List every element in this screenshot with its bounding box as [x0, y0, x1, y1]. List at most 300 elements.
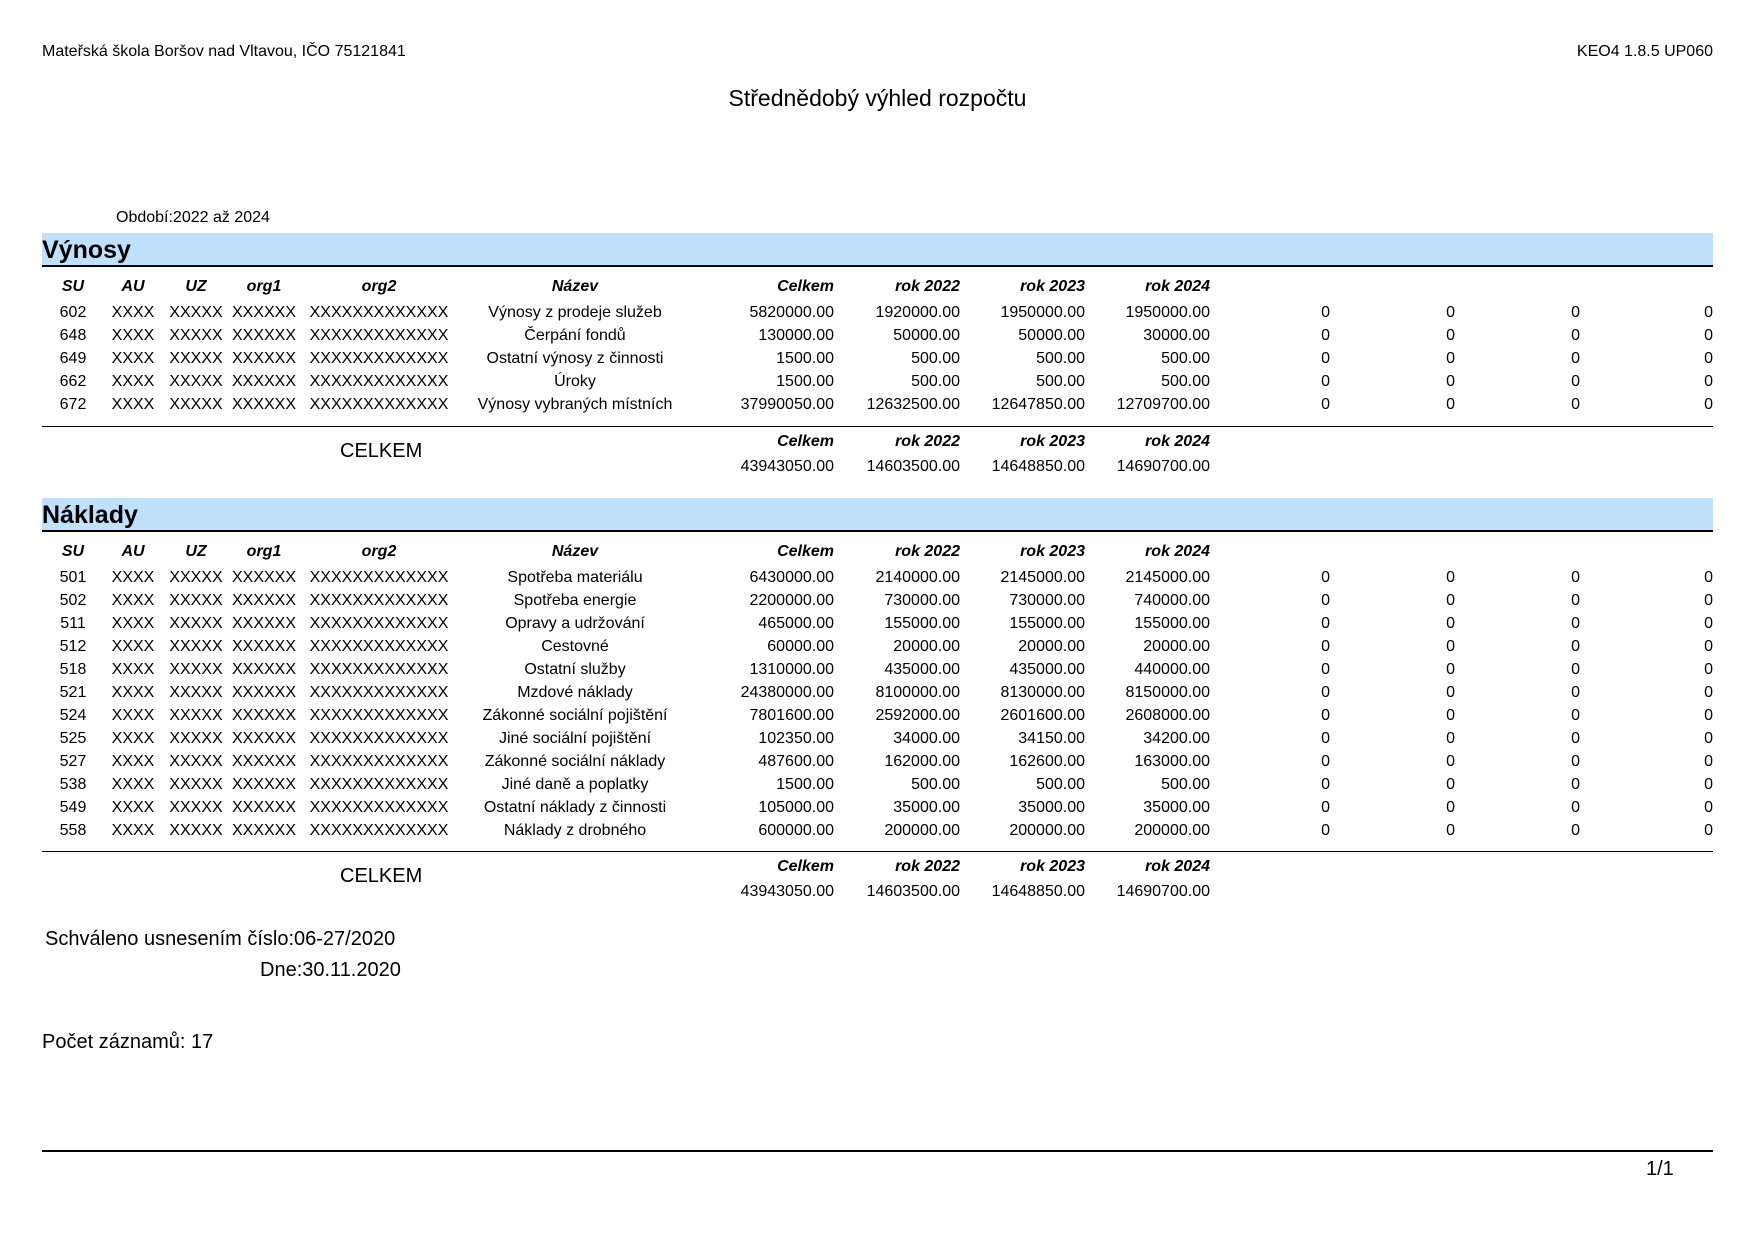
cell-celkem: 1500.00 [776, 373, 834, 390]
cell-rok-2023: 435000.00 [1009, 661, 1085, 678]
cell-rok-2024: 163000.00 [1134, 753, 1210, 770]
cell-rok-2022: 200000.00 [884, 822, 960, 839]
table-row [42, 796, 1713, 819]
cell-extra-1: 0 [1321, 396, 1330, 413]
cell-extra-2: 0 [1446, 327, 1455, 344]
cell-rok-2022: 34000.00 [893, 730, 960, 747]
cell-uz: XXXXX [169, 776, 223, 793]
cell-nazev: Ostatní náklady z činnosti [483, 799, 667, 816]
cell-extra-2: 0 [1446, 615, 1455, 632]
column-header-au: AU [121, 278, 145, 295]
cell-au: XXXX [111, 730, 155, 747]
cell-su: 502 [59, 592, 87, 609]
cell-au: XXXX [111, 684, 155, 701]
table-row [42, 658, 1713, 681]
cell-rok-2022: 730000.00 [884, 592, 960, 609]
cell-extra-3: 0 [1571, 396, 1580, 413]
cell-extra-4: 0 [1704, 373, 1713, 390]
cell-extra-3: 0 [1571, 569, 1580, 586]
cell-celkem: 1310000.00 [749, 661, 834, 678]
cell-extra-3: 0 [1571, 373, 1580, 390]
cell-rok-2023: 20000.00 [1018, 638, 1085, 655]
cell-celkem: 487600.00 [758, 753, 834, 770]
cell-org2: XXXXXXXXXXXXX [309, 684, 449, 701]
cell-rok-2023: 162600.00 [1009, 753, 1085, 770]
cell-rok-2022: 12632500.00 [866, 396, 960, 413]
cell-extra-4: 0 [1704, 684, 1713, 701]
cell-rok-2022: 162000.00 [884, 753, 960, 770]
total-header-celkem: Celkem [777, 858, 834, 875]
cell-extra-4: 0 [1704, 822, 1713, 839]
column-header-celkem: Celkem [777, 278, 834, 295]
cell-extra-3: 0 [1571, 304, 1580, 321]
cell-rok-2022: 500.00 [911, 776, 960, 793]
cell-celkem: 24380000.00 [740, 684, 834, 701]
approval-date: Dne:30.11.2020 [260, 959, 401, 981]
table-row [42, 750, 1713, 773]
total-header-celkem: Celkem [777, 433, 834, 450]
cell-rok-2023: 35000.00 [1018, 799, 1085, 816]
cell-org2: XXXXXXXXXXXXX [309, 569, 449, 586]
table-header-row [42, 273, 1713, 301]
cell-extra-1: 0 [1321, 615, 1330, 632]
cell-au: XXXX [111, 350, 155, 367]
cell-extra-4: 0 [1704, 569, 1713, 586]
table-row [42, 301, 1713, 324]
cell-extra-4: 0 [1704, 776, 1713, 793]
cell-extra-4: 0 [1704, 350, 1713, 367]
table-row [42, 704, 1713, 727]
column-header-rok-2024: rok 2024 [1145, 543, 1210, 560]
cell-org1: XXXXXX [231, 730, 297, 747]
cell-org2: XXXXXXXXXXXXX [309, 661, 449, 678]
total-header-rok-2023: rok 2023 [1020, 433, 1085, 450]
cell-nazev: Úroky [554, 373, 596, 390]
cell-rok-2024: 440000.00 [1134, 661, 1210, 678]
cell-celkem: 102350.00 [758, 730, 834, 747]
cell-org1: XXXXXX [231, 822, 297, 839]
cell-celkem: 6430000.00 [749, 569, 834, 586]
cell-extra-4: 0 [1704, 638, 1713, 655]
cell-rok-2023: 500.00 [1036, 776, 1085, 793]
cell-org1: XXXXXX [231, 799, 297, 816]
cell-au: XXXX [111, 707, 155, 724]
cell-au: XXXX [111, 776, 155, 793]
cell-org1: XXXXXX [231, 707, 297, 724]
cell-nazev: Spotřeba energie [513, 592, 637, 609]
cell-extra-1: 0 [1321, 350, 1330, 367]
cell-au: XXXX [111, 304, 155, 321]
cell-uz: XXXXX [169, 396, 223, 413]
table-row [42, 727, 1713, 750]
cell-extra-1: 0 [1321, 638, 1330, 655]
cell-au: XXXX [111, 822, 155, 839]
table-row [42, 612, 1713, 635]
cell-rok-2022: 50000.00 [893, 327, 960, 344]
cell-au: XXXX [111, 592, 155, 609]
table-row [42, 347, 1713, 370]
cell-org2: XXXXXXXXXXXXX [309, 707, 449, 724]
cell-rok-2023: 34150.00 [1018, 730, 1085, 747]
cell-su: 538 [59, 776, 87, 793]
cell-extra-1: 0 [1321, 373, 1330, 390]
cell-rok-2022: 500.00 [911, 373, 960, 390]
cell-nazev: Jiné sociální pojištění [498, 730, 652, 747]
cell-extra-2: 0 [1446, 707, 1455, 724]
cell-su: 518 [59, 661, 87, 678]
cell-rok-2022: 2140000.00 [875, 569, 960, 586]
cell-rok-2023: 500.00 [1036, 350, 1085, 367]
cell-extra-3: 0 [1571, 684, 1580, 701]
cell-rok-2022: 35000.00 [893, 799, 960, 816]
cell-org2: XXXXXXXXXXXXX [309, 373, 449, 390]
cell-su: 511 [60, 615, 86, 632]
cell-su: 549 [59, 799, 87, 816]
cell-org2: XXXXXXXXXXXXX [309, 753, 449, 770]
cell-org1: XXXXXX [231, 304, 297, 321]
cell-celkem: 7801600.00 [749, 707, 834, 724]
total-value-rok-2022: 14603500.00 [866, 458, 960, 475]
cell-org1: XXXXXX [231, 661, 297, 678]
cell-uz: XXXXX [169, 350, 223, 367]
column-header-rok-2024: rok 2024 [1145, 278, 1210, 295]
cell-rok-2022: 155000.00 [884, 615, 960, 632]
cell-extra-1: 0 [1321, 661, 1330, 678]
cell-celkem: 105000.00 [758, 799, 834, 816]
cell-uz: XXXXX [169, 822, 223, 839]
cell-uz: XXXXX [169, 753, 223, 770]
cell-celkem: 130000.00 [758, 327, 834, 344]
cell-extra-2: 0 [1446, 350, 1455, 367]
cell-org2: XXXXXXXXXXXXX [309, 638, 449, 655]
section-header-revenues: Výnosy [42, 233, 1713, 267]
cell-uz: XXXXX [169, 684, 223, 701]
cell-nazev: Jiné daně a poplatky [501, 776, 649, 793]
cell-su: 602 [59, 304, 87, 321]
cell-celkem: 1500.00 [776, 776, 834, 793]
total-header-rok-2024: rok 2024 [1145, 858, 1210, 875]
cell-org1: XXXXXX [231, 569, 297, 586]
cell-uz: XXXXX [169, 615, 223, 632]
column-header-nazev: Název [551, 543, 599, 560]
cell-rok-2024: 1950000.00 [1125, 304, 1210, 321]
cell-nazev: Čerpání fondů [524, 327, 626, 344]
cell-su: 527 [59, 753, 87, 770]
cell-au: XXXX [111, 638, 155, 655]
cell-org1: XXXXXX [231, 350, 297, 367]
cell-celkem: 465000.00 [758, 615, 834, 632]
software-version: KEO4 1.8.5 UP060 [1576, 43, 1713, 60]
cell-rok-2023: 1950000.00 [1000, 304, 1085, 321]
cell-rok-2022: 1920000.00 [875, 304, 960, 321]
cell-org1: XXXXXX [231, 638, 297, 655]
cell-extra-1: 0 [1321, 753, 1330, 770]
cell-extra-1: 0 [1321, 327, 1330, 344]
cell-org2: XXXXXXXXXXXXX [309, 350, 449, 367]
cell-su: 525 [59, 730, 87, 747]
costs-total-divider [42, 851, 1713, 852]
cell-extra-2: 0 [1446, 569, 1455, 586]
table-row [42, 393, 1713, 416]
revenues-total-divider [42, 426, 1713, 427]
cell-rok-2022: 2592000.00 [875, 707, 960, 724]
cell-extra-3: 0 [1571, 822, 1580, 839]
table-row [42, 566, 1713, 589]
cell-rok-2023: 200000.00 [1009, 822, 1085, 839]
cell-au: XXXX [111, 753, 155, 770]
table-row [42, 324, 1713, 347]
cell-org2: XXXXXXXXXXXXX [309, 327, 449, 344]
cell-extra-3: 0 [1571, 707, 1580, 724]
cell-org1: XXXXXX [231, 753, 297, 770]
cell-extra-4: 0 [1704, 615, 1713, 632]
cell-uz: XXXXX [169, 592, 223, 609]
cell-su: 521 [59, 684, 87, 701]
cell-rok-2022: 20000.00 [893, 638, 960, 655]
cell-nazev: Ostatní výnosy z činnosti [486, 350, 664, 367]
cell-extra-2: 0 [1446, 684, 1455, 701]
column-header-rok-2022: rok 2022 [895, 278, 960, 295]
cell-org2: XXXXXXXXXXXXX [309, 304, 449, 321]
cell-extra-2: 0 [1446, 730, 1455, 747]
cell-extra-2: 0 [1446, 373, 1455, 390]
cell-celkem: 37990050.00 [740, 396, 834, 413]
cell-extra-1: 0 [1321, 799, 1330, 816]
cell-org1: XXXXXX [231, 684, 297, 701]
total-value-rok-2024: 14690700.00 [1116, 458, 1210, 475]
cell-celkem: 60000.00 [767, 638, 834, 655]
cell-su: 501 [59, 569, 87, 586]
costs-total-label: CELKEM [340, 865, 423, 887]
organization-name: Mateřská škola Boršov nad Vltavou, IČO 75121841 [42, 43, 406, 60]
approval-resolution: Schváleno usnesením číslo:06-27/2020 [45, 928, 396, 950]
cell-rok-2024: 500.00 [1161, 350, 1210, 367]
cell-rok-2023: 2601600.00 [1000, 707, 1085, 724]
column-header-celkem: Celkem [777, 543, 834, 560]
costs-table [42, 538, 1713, 842]
table-row [42, 773, 1713, 796]
cell-celkem: 600000.00 [758, 822, 834, 839]
column-header-su: SU [61, 278, 85, 295]
cell-org1: XXXXXX [231, 396, 297, 413]
cell-org2: XXXXXXXXXXXXX [309, 592, 449, 609]
cell-nazev: Náklady z drobného [503, 822, 647, 839]
cell-extra-3: 0 [1571, 327, 1580, 344]
column-header-su: SU [61, 543, 85, 560]
cell-extra-4: 0 [1704, 396, 1713, 413]
cell-uz: XXXXX [169, 304, 223, 321]
column-header-org1: org1 [246, 278, 282, 295]
total-header-rok-2024: rok 2024 [1145, 433, 1210, 450]
cell-extra-4: 0 [1704, 661, 1713, 678]
cell-uz: XXXXX [169, 661, 223, 678]
cell-rok-2024: 8150000.00 [1125, 684, 1210, 701]
column-header-org2: org2 [361, 543, 397, 560]
report-title: Střednědobý výhled rozpočtu [728, 85, 1027, 111]
cell-rok-2024: 35000.00 [1143, 799, 1210, 816]
cell-nazev: Zákonné sociální náklady [484, 753, 666, 770]
cell-celkem: 1500.00 [776, 350, 834, 367]
cell-extra-4: 0 [1704, 753, 1713, 770]
table-row [42, 681, 1713, 704]
cell-extra-3: 0 [1571, 661, 1580, 678]
cell-celkem: 2200000.00 [749, 592, 834, 609]
cell-rok-2023: 8130000.00 [1000, 684, 1085, 701]
cell-rok-2024: 30000.00 [1143, 327, 1210, 344]
report-period: Období:2022 až 2024 [116, 209, 270, 226]
total-value-celkem: 43943050.00 [740, 883, 834, 900]
cell-rok-2024: 12709700.00 [1116, 396, 1210, 413]
cell-extra-1: 0 [1321, 776, 1330, 793]
column-header-org1: org1 [246, 543, 282, 560]
column-header-rok-2023: rok 2023 [1020, 278, 1085, 295]
cell-su: 672 [59, 396, 87, 413]
cell-au: XXXX [111, 569, 155, 586]
table-row [42, 819, 1713, 842]
revenues-table [42, 273, 1713, 416]
cell-extra-2: 0 [1446, 799, 1455, 816]
cell-uz: XXXXX [169, 373, 223, 390]
record-count: Počet záznamů: 17 [42, 1031, 214, 1053]
cell-nazev: Cestovné [541, 638, 609, 655]
cell-org2: XXXXXXXXXXXXX [309, 615, 449, 632]
cell-extra-3: 0 [1571, 799, 1580, 816]
cell-extra-4: 0 [1704, 592, 1713, 609]
cell-extra-2: 0 [1446, 638, 1455, 655]
cell-su: 649 [59, 350, 87, 367]
cell-su: 512 [59, 638, 87, 655]
page-number: 1/1 [1646, 1158, 1674, 1180]
cell-extra-4: 0 [1704, 799, 1713, 816]
cell-extra-1: 0 [1321, 592, 1330, 609]
cell-extra-2: 0 [1446, 661, 1455, 678]
footer-divider [42, 1150, 1713, 1152]
cell-su: 524 [59, 707, 87, 724]
column-header-org2: org2 [361, 278, 397, 295]
column-header-nazev: Název [551, 278, 599, 295]
cell-org2: XXXXXXXXXXXXX [309, 799, 449, 816]
cell-rok-2023: 730000.00 [1009, 592, 1085, 609]
cell-uz: XXXXX [169, 327, 223, 344]
cell-au: XXXX [111, 615, 155, 632]
cell-extra-4: 0 [1704, 707, 1713, 724]
cell-au: XXXX [111, 396, 155, 413]
cell-rok-2024: 34200.00 [1143, 730, 1210, 747]
cell-extra-1: 0 [1321, 569, 1330, 586]
cell-rok-2024: 20000.00 [1143, 638, 1210, 655]
cell-extra-1: 0 [1321, 730, 1330, 747]
total-header-rok-2022: rok 2022 [895, 433, 960, 450]
cell-extra-2: 0 [1446, 304, 1455, 321]
cell-rok-2022: 8100000.00 [875, 684, 960, 701]
total-value-rok-2023: 14648850.00 [991, 883, 1085, 900]
cell-nazev: Spotřeba materiálu [507, 569, 643, 586]
column-header-uz: UZ [185, 278, 207, 295]
cell-au: XXXX [111, 799, 155, 816]
cell-uz: XXXXX [169, 799, 223, 816]
total-value-rok-2022: 14603500.00 [866, 883, 960, 900]
cell-rok-2024: 500.00 [1161, 776, 1210, 793]
column-header-rok-2022: rok 2022 [895, 543, 960, 560]
cell-extra-2: 0 [1446, 592, 1455, 609]
cell-nazev: Mzdové náklady [517, 684, 633, 701]
cell-nazev: Výnosy vybraných místních [477, 396, 673, 413]
cell-uz: XXXXX [169, 730, 223, 747]
cell-rok-2023: 500.00 [1036, 373, 1085, 390]
cell-org2: XXXXXXXXXXXXX [309, 396, 449, 413]
section-header-costs: Náklady [42, 498, 1713, 532]
cell-extra-2: 0 [1446, 753, 1455, 770]
cell-extra-3: 0 [1571, 776, 1580, 793]
cell-extra-3: 0 [1571, 753, 1580, 770]
column-header-au: AU [121, 543, 145, 560]
cell-extra-4: 0 [1704, 327, 1713, 344]
cell-rok-2023: 155000.00 [1009, 615, 1085, 632]
total-value-rok-2024: 14690700.00 [1116, 883, 1210, 900]
cell-org2: XXXXXXXXXXXXX [309, 776, 449, 793]
cell-org1: XXXXXX [231, 592, 297, 609]
cell-rok-2024: 155000.00 [1134, 615, 1210, 632]
cell-extra-4: 0 [1704, 730, 1713, 747]
cell-su: 648 [59, 327, 87, 344]
cell-au: XXXX [111, 373, 155, 390]
cell-extra-4: 0 [1704, 304, 1713, 321]
cell-au: XXXX [111, 327, 155, 344]
cell-nazev: Výnosy z prodeje služeb [488, 304, 662, 321]
cell-nazev: Ostatní služby [524, 661, 626, 678]
cell-extra-3: 0 [1571, 615, 1580, 632]
cell-rok-2023: 12647850.00 [991, 396, 1085, 413]
column-header-rok-2023: rok 2023 [1020, 543, 1085, 560]
cell-su: 558 [59, 822, 87, 839]
table-header-row [42, 538, 1713, 566]
total-value-rok-2023: 14648850.00 [991, 458, 1085, 475]
cell-extra-1: 0 [1321, 822, 1330, 839]
table-row [42, 370, 1713, 393]
cell-rok-2024: 500.00 [1161, 373, 1210, 390]
cell-extra-3: 0 [1571, 638, 1580, 655]
total-value-celkem: 43943050.00 [740, 458, 834, 475]
revenues-total-label: CELKEM [340, 440, 423, 462]
cell-rok-2023: 50000.00 [1018, 327, 1085, 344]
cell-org1: XXXXXX [231, 373, 297, 390]
cell-uz: XXXXX [169, 569, 223, 586]
cell-rok-2024: 2145000.00 [1125, 569, 1210, 586]
cell-extra-2: 0 [1446, 776, 1455, 793]
cell-rok-2024: 2608000.00 [1125, 707, 1210, 724]
cell-extra-1: 0 [1321, 707, 1330, 724]
cell-extra-2: 0 [1446, 396, 1455, 413]
cell-uz: XXXXX [169, 638, 223, 655]
cell-rok-2022: 435000.00 [884, 661, 960, 678]
total-header-rok-2023: rok 2023 [1020, 858, 1085, 875]
cell-rok-2024: 200000.00 [1134, 822, 1210, 839]
cell-extra-3: 0 [1571, 730, 1580, 747]
cell-celkem: 5820000.00 [749, 304, 834, 321]
cell-extra-3: 0 [1571, 592, 1580, 609]
cell-extra-2: 0 [1446, 822, 1455, 839]
cell-extra-1: 0 [1321, 684, 1330, 701]
cell-extra-1: 0 [1321, 304, 1330, 321]
cell-nazev: Opravy a udržování [505, 615, 645, 632]
cell-nazev: Zákonné sociální pojištění [482, 707, 668, 724]
cell-extra-3: 0 [1571, 350, 1580, 367]
cell-org1: XXXXXX [231, 615, 297, 632]
column-header-uz: UZ [185, 543, 207, 560]
table-row [42, 635, 1713, 658]
cell-org1: XXXXXX [231, 776, 297, 793]
cell-au: XXXX [111, 661, 155, 678]
